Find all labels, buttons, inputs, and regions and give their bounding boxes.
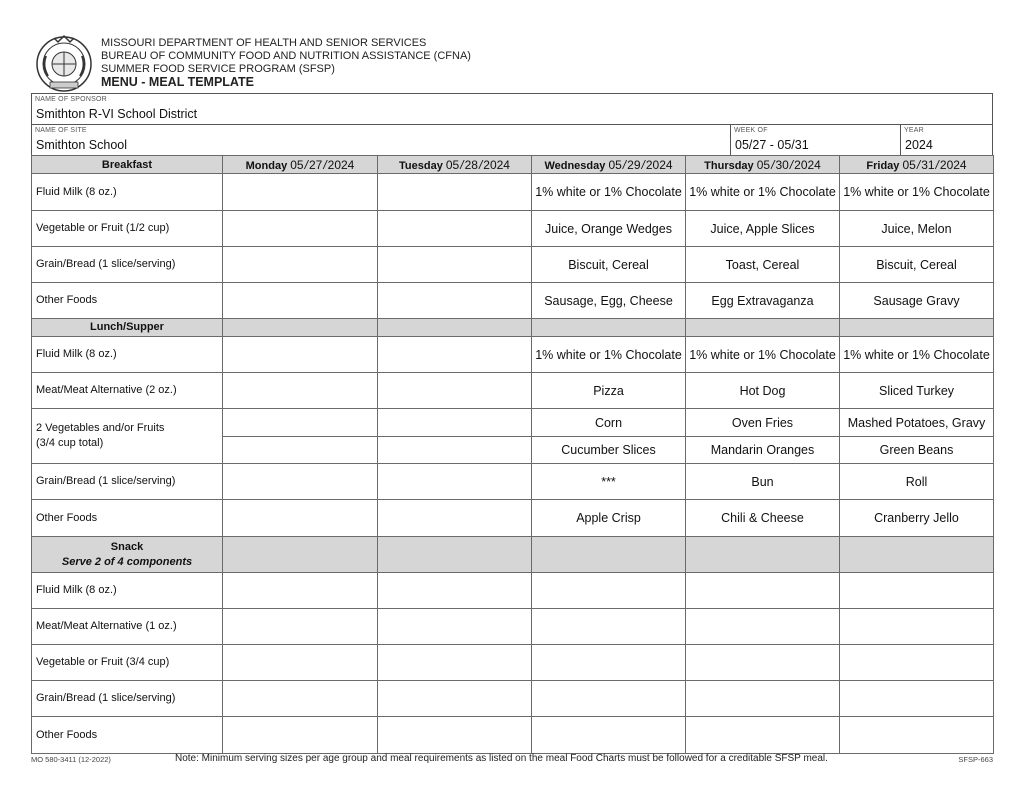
sponsor-field[interactable] <box>31 93 993 125</box>
form-title: MENU - MEAL TEMPLATE <box>101 75 255 89</box>
table-row <box>32 681 994 717</box>
menu-cell[interactable] <box>223 373 378 409</box>
menu-cell[interactable]: Egg Extravaganza <box>686 283 840 319</box>
snack-subtitle: Serve 2 of 4 components <box>61 555 193 568</box>
menu-cell[interactable] <box>532 573 686 609</box>
menu-cell[interactable] <box>532 717 686 754</box>
snack-header-row <box>32 537 994 573</box>
menu-cell[interactable] <box>840 717 994 754</box>
row-label: Grain/Bread (1 slice/serving) <box>32 681 223 717</box>
menu-cell[interactable] <box>378 373 532 409</box>
menu-cell[interactable]: Juice, Apple Slices <box>686 211 840 247</box>
form-id: MO 580-3411 (12-2022) <box>31 755 111 764</box>
menu-cell[interactable] <box>378 681 532 717</box>
menu-cell[interactable] <box>686 717 840 754</box>
day-header-thursday: Thursday 05/30/2024 <box>686 156 840 174</box>
table-row <box>32 174 994 211</box>
menu-cell[interactable]: Sausage Gravy <box>840 283 994 319</box>
menu-cell[interactable]: Bun <box>686 464 840 500</box>
site-label: NAME OF SITE <box>35 127 87 134</box>
form-code: SFSP-663 <box>958 755 993 764</box>
snack-title-cell <box>32 537 223 573</box>
row-label-vegetables <box>32 409 223 464</box>
menu-cell[interactable] <box>223 437 378 464</box>
menu-cell[interactable] <box>378 464 532 500</box>
menu-cell[interactable]: Sausage, Egg, Cheese <box>532 283 686 319</box>
menu-cell[interactable] <box>840 645 994 681</box>
row-label: Other Foods <box>32 283 223 319</box>
menu-cell[interactable]: Juice, Orange Wedges <box>532 211 686 247</box>
menu-cell[interactable]: Chili & Cheese <box>686 500 840 537</box>
table-row <box>32 500 994 537</box>
table-row <box>32 645 994 681</box>
menu-cell[interactable]: Juice, Melon <box>840 211 994 247</box>
site-value: Smithton School <box>36 138 128 152</box>
menu-cell[interactable] <box>532 681 686 717</box>
menu-cell[interactable] <box>378 609 532 645</box>
menu-cell[interactable] <box>223 464 378 500</box>
table-row <box>32 573 994 609</box>
row-label: Meat/Meat Alternative (1 oz.) <box>32 609 223 645</box>
table-row <box>32 211 994 247</box>
program-name: SUMMER FOOD SERVICE PROGRAM (SFSP) <box>101 63 335 75</box>
row-label: Vegetable or Fruit (3/4 cup) <box>32 645 223 681</box>
menu-cell[interactable]: Corn <box>532 409 686 437</box>
day-header-monday: Monday 05/27/2024 <box>223 156 378 174</box>
form-header <box>101 37 471 89</box>
menu-cell[interactable] <box>378 337 532 373</box>
week-label: WEEK OF <box>734 127 768 134</box>
row-label: Grain/Bread (1 slice/serving) <box>32 247 223 283</box>
menu-cell[interactable] <box>223 609 378 645</box>
menu-cell[interactable] <box>223 500 378 537</box>
menu-cell[interactable] <box>223 337 378 373</box>
site-field[interactable] <box>31 124 731 156</box>
week-value: 05/27 - 05/31 <box>735 138 809 152</box>
table-row <box>32 247 994 283</box>
menu-cell[interactable]: Biscuit, Cereal <box>840 247 994 283</box>
menu-cell[interactable] <box>378 717 532 754</box>
menu-cell[interactable]: 1% white or 1% Chocolate <box>686 174 840 211</box>
menu-cell[interactable] <box>378 500 532 537</box>
menu-cell[interactable]: Mashed Potatoes, Gravy <box>840 409 994 437</box>
table-row <box>32 337 994 373</box>
menu-cell[interactable] <box>686 681 840 717</box>
menu-cell[interactable] <box>378 247 532 283</box>
snack-title: Snack <box>110 540 144 553</box>
menu-cell[interactable]: Cranberry Jello <box>840 500 994 537</box>
menu-cell[interactable] <box>532 645 686 681</box>
menu-cell[interactable]: Roll <box>840 464 994 500</box>
row-label: Fluid Milk (8 oz.) <box>32 337 223 373</box>
table-row <box>32 609 994 645</box>
menu-cell[interactable]: Mandarin Oranges <box>686 437 840 464</box>
row-label: 2 Vegetables and/or Fruits <box>36 422 165 434</box>
menu-cell[interactable] <box>378 573 532 609</box>
row-label: Grain/Bread (1 slice/serving) <box>32 464 223 500</box>
row-label: Other Foods <box>32 500 223 537</box>
table-row <box>32 464 994 500</box>
sponsor-value: Smithton R-VI School District <box>36 107 198 121</box>
menu-cell[interactable]: Sliced Turkey <box>840 373 994 409</box>
menu-cell[interactable]: Hot Dog <box>686 373 840 409</box>
year-value: 2024 <box>905 138 933 152</box>
menu-cell[interactable] <box>223 717 378 754</box>
table-row <box>32 409 994 437</box>
row-label: Meat/Meat Alternative (2 oz.) <box>32 373 223 409</box>
lunch-title: Lunch/Supper <box>32 319 223 337</box>
table-row <box>32 283 994 319</box>
menu-cell[interactable] <box>378 409 532 437</box>
year-label: YEAR <box>904 127 924 134</box>
menu-cell[interactable]: 1% white or 1% Chocolate <box>686 337 840 373</box>
menu-table <box>31 155 994 754</box>
menu-cell[interactable] <box>686 609 840 645</box>
menu-cell[interactable] <box>223 681 378 717</box>
menu-cell[interactable]: 1% white or 1% Chocolate <box>840 337 994 373</box>
breakfast-header-row <box>32 156 994 174</box>
row-label: Fluid Milk (8 oz.) <box>32 573 223 609</box>
state-seal-icon <box>32 30 96 94</box>
menu-cell[interactable]: *** <box>532 464 686 500</box>
menu-cell[interactable] <box>223 573 378 609</box>
day-header-tuesday: Tuesday 05/28/2024 <box>378 156 532 174</box>
bureau-name: BUREAU OF COMMUNITY FOOD AND NUTRITION ASSISTANCE (CFNA) <box>101 50 471 62</box>
menu-cell[interactable] <box>840 573 994 609</box>
menu-cell[interactable] <box>378 645 532 681</box>
department-name: MISSOURI DEPARTMENT OF HEALTH AND SENIOR SERVICES <box>101 37 427 49</box>
sponsor-label: NAME OF SPONSOR <box>35 96 107 103</box>
menu-cell[interactable]: Apple Crisp <box>532 500 686 537</box>
menu-cell[interactable] <box>532 609 686 645</box>
lunch-header-row <box>32 319 994 337</box>
breakfast-title: Breakfast <box>32 156 223 174</box>
menu-cell[interactable] <box>686 573 840 609</box>
menu-cell[interactable] <box>223 409 378 437</box>
row-label-sub: (3/4 cup total) <box>36 437 104 449</box>
menu-cell[interactable]: 1% white or 1% Chocolate <box>840 174 994 211</box>
menu-cell[interactable] <box>223 247 378 283</box>
menu-cell[interactable] <box>840 609 994 645</box>
week-field[interactable] <box>730 124 901 156</box>
menu-cell[interactable] <box>223 174 378 211</box>
menu-cell[interactable]: Green Beans <box>840 437 994 464</box>
menu-cell[interactable] <box>378 437 532 464</box>
table-row <box>32 373 994 409</box>
table-row <box>32 717 994 754</box>
menu-cell[interactable] <box>686 645 840 681</box>
menu-cell[interactable]: 1% white or 1% Chocolate <box>532 174 686 211</box>
menu-cell[interactable]: Cucumber Slices <box>532 437 686 464</box>
row-label: Other Foods <box>32 717 223 754</box>
menu-cell[interactable] <box>223 211 378 247</box>
footer-note: Note: Minimum serving sizes per age group and meal requirements as listed on the meal Food Charts must be followed for a creditable SFSP meal. <box>175 753 828 764</box>
menu-cell[interactable]: Oven Fries <box>686 409 840 437</box>
menu-cell[interactable] <box>378 283 532 319</box>
menu-cell[interactable] <box>378 174 532 211</box>
year-field[interactable] <box>900 124 993 156</box>
row-label: Vegetable or Fruit (1/2 cup) <box>32 211 223 247</box>
row-label: Fluid Milk (8 oz.) <box>32 174 223 211</box>
day-header-wednesday: Wednesday 05/29/2024 <box>532 156 686 174</box>
menu-cell[interactable] <box>840 681 994 717</box>
menu-cell[interactable] <box>223 645 378 681</box>
menu-cell[interactable]: Biscuit, Cereal <box>532 247 686 283</box>
menu-cell[interactable] <box>223 283 378 319</box>
menu-cell[interactable]: Pizza <box>532 373 686 409</box>
menu-cell[interactable] <box>378 211 532 247</box>
day-header-friday: Friday 05/31/2024 <box>840 156 994 174</box>
menu-cell[interactable]: Toast, Cereal <box>686 247 840 283</box>
menu-cell[interactable]: 1% white or 1% Chocolate <box>532 337 686 373</box>
